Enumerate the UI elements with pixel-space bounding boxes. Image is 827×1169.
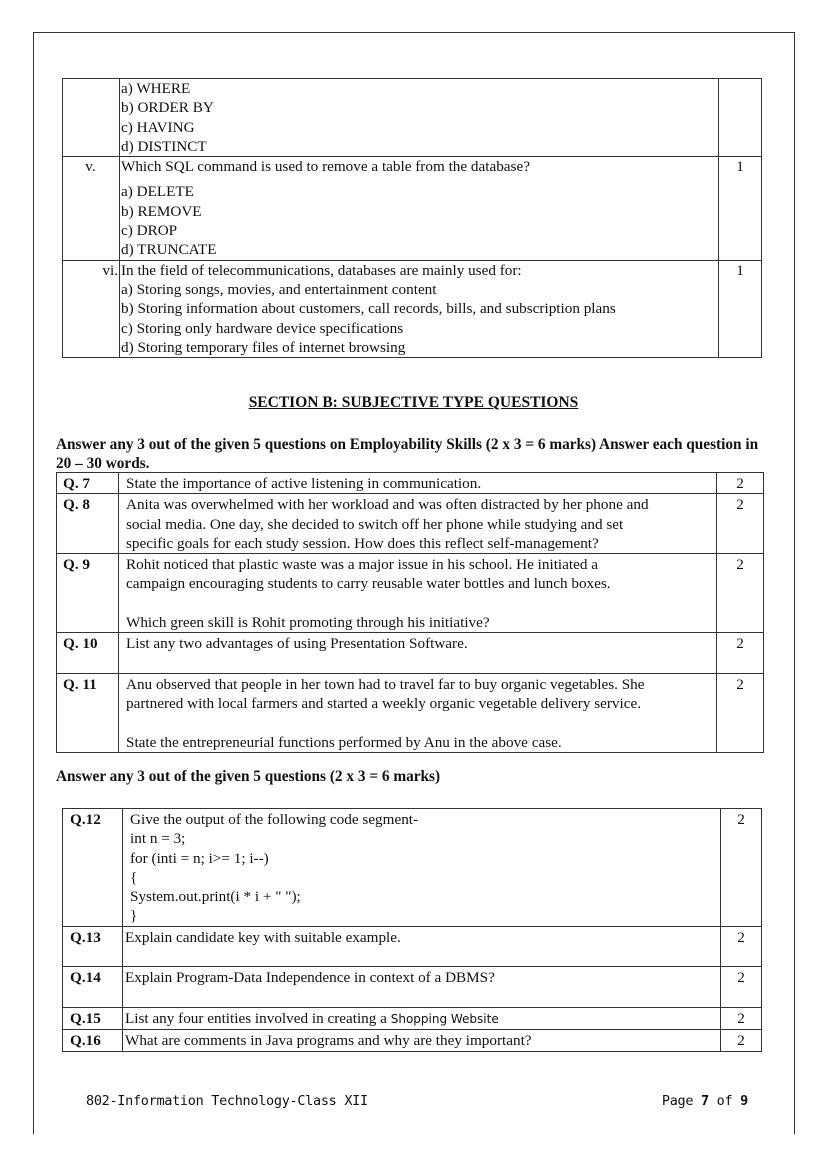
section-b-part2-instruction: Answer any 3 out of the given 5 questions (2 x 3 = 6 marks): [56, 768, 441, 785]
question-line: social media. One day, she decided to switch off her phone while studying and set: [126, 515, 624, 533]
footer-course-title: 802-Information Technology-Class XII: [86, 1093, 368, 1109]
question-number: Q. 10: [57, 633, 119, 674]
question-line: Explain candidate key with suitable example.: [125, 928, 401, 946]
question-line: Explain Program-Data Independence in context of a DBMS?: [125, 969, 495, 987]
marks-cell: [719, 79, 762, 157]
option-c: c) HAVING: [121, 118, 195, 136]
page-prefix: Page: [661, 1093, 702, 1109]
question-row: [57, 633, 764, 674]
question-row: [57, 473, 764, 494]
page-total: 9: [740, 1093, 748, 1109]
question-line: specific goals for each study session. How does this reflect self-management?: [126, 534, 599, 552]
question-row: [57, 673, 764, 752]
question-number: Q. 11: [57, 673, 119, 752]
section-b-part1-instruction: Answer any 3 out of the given 5 questions on Employability Skills (2 x 3 = 6 marks) Answer each question in 20 – 30 words.: [56, 436, 759, 472]
question-content-cell: [119, 554, 717, 633]
question-number: Q. 7: [57, 473, 119, 494]
question-content-cell: [123, 967, 721, 1008]
question-number: Q.14: [63, 967, 123, 1008]
option-a: a) WHERE: [121, 80, 191, 97]
question-line: List any two advantages of using Presentation Software.: [126, 635, 468, 653]
option-a: a) Storing songs, movies, and entertainment content: [121, 280, 437, 298]
question-content-cell: [120, 79, 719, 157]
question-line: Rohit noticed that plastic waste was a major issue in his school. He initiated a: [126, 556, 598, 574]
question-number: vi.: [102, 261, 118, 279]
option-a: a) DELETE: [121, 183, 194, 201]
question-line: Which green skill is Rohit promoting through his initiative?: [126, 614, 490, 632]
question-number-cell: [63, 260, 120, 357]
question-number: Q. 8: [57, 494, 119, 554]
question-content-cell: [119, 473, 717, 494]
question-content-cell: [119, 673, 717, 752]
marks-cell: 2: [721, 926, 762, 967]
section-a-mcq-table: [62, 78, 762, 358]
question-row: [57, 554, 764, 633]
question-row: [57, 494, 764, 554]
employability-questions-table: [56, 472, 764, 753]
question-number: Q. 9: [57, 554, 119, 633]
page-of: of: [708, 1093, 741, 1109]
mcq-row: [63, 260, 762, 357]
question-text: Which SQL command is used to remove a table from the database?: [121, 158, 530, 176]
question-line: int n = 3;: [130, 830, 186, 848]
marks-cell: 2: [717, 494, 764, 554]
question-row: [63, 1030, 762, 1051]
marks-cell: 2: [717, 554, 764, 633]
marks-cell: 1: [719, 260, 762, 357]
marks-cell: 2: [717, 673, 764, 752]
question-line: What are comments in Java programs and why are they important?: [125, 1032, 532, 1050]
question-content-cell: [123, 1007, 721, 1029]
question-line: System.out.print(i * i + " ");: [130, 888, 301, 906]
question-line: partnered with local farmers and started a weekly organic vegetable delivery service.: [126, 695, 642, 713]
question-text: In the field of telecommunications, databases are mainly used for:: [121, 261, 522, 279]
option-d: d) DISTINCT: [121, 137, 207, 155]
question-line: }: [130, 907, 138, 925]
question-line: {: [130, 868, 138, 886]
footer-page-number: [662, 1093, 748, 1109]
question-line: State the entrepreneurial functions performed by Anu in the above case.: [126, 733, 562, 751]
marks-cell: 2: [721, 967, 762, 1008]
question-number: Q.16: [63, 1030, 123, 1051]
question-line: Give the output of the following code segment-: [130, 811, 419, 828]
marks-cell: 2: [717, 633, 764, 674]
question-line: [125, 947, 720, 966]
question-line: campaign encouraging students to carry reusable water bottles and lunch boxes.: [126, 575, 611, 593]
question-line: [126, 594, 716, 613]
page-current: 7: [701, 1093, 709, 1109]
question-row: [63, 809, 762, 927]
marks-cell: 2: [721, 1030, 762, 1051]
question-line: for (inti = n; i>= 1; i--): [130, 849, 269, 867]
question-text: List any four entities involved in creating a: [125, 1009, 391, 1027]
question-number: v.: [85, 158, 96, 176]
option-b: b) REMOVE: [121, 202, 202, 220]
question-number-cell: [63, 79, 120, 157]
option-c: c) Storing only hardware device specifications: [121, 319, 404, 337]
question-number: Q.12: [63, 809, 123, 927]
option-d: d) TRUNCATE: [121, 241, 217, 259]
option-b: b) Storing information about customers, call records, bills, and subscription plans: [121, 300, 616, 318]
option-d: d) Storing temporary files of internet browsing: [121, 338, 406, 356]
question-number-cell: [63, 157, 120, 260]
question-line: [125, 988, 720, 1007]
question-line: [126, 714, 716, 733]
question-line: [126, 654, 716, 673]
mcq-row: [63, 79, 762, 157]
marks-cell: 1: [719, 157, 762, 260]
question-line: State the importance of active listening in communication.: [126, 475, 482, 492]
question-content-cell: [123, 1030, 721, 1051]
marks-cell: 2: [721, 1007, 762, 1029]
option-b: b) ORDER BY: [121, 99, 214, 117]
question-row: [63, 1007, 762, 1029]
question-content-cell: [119, 494, 717, 554]
question-content-cell: [123, 809, 721, 927]
subject-questions-table: [62, 808, 762, 1052]
option-c: c) DROP: [121, 222, 178, 240]
question-line: Anita was overwhelmed with her workload and was often distracted by her phone and: [126, 496, 649, 514]
question-row: [63, 967, 762, 1008]
question-content-cell: [119, 633, 717, 674]
marks-cell: 2: [721, 809, 762, 927]
section-b-title: SECTION B: SUBJECTIVE TYPE QUESTIONS: [248, 394, 579, 411]
question-content-cell: [123, 926, 721, 967]
question-content-cell: [120, 157, 719, 260]
question-text-alt-font: Shopping Website: [390, 1011, 499, 1026]
question-row: [63, 926, 762, 967]
marks-cell: 2: [717, 473, 764, 494]
question-content-cell: [120, 260, 719, 357]
mcq-row: [63, 157, 762, 260]
question-number: Q.15: [63, 1007, 123, 1029]
question-number: Q.13: [63, 926, 123, 967]
question-line: Anu observed that people in her town had to travel far to buy organic vegetables. She: [126, 675, 645, 693]
